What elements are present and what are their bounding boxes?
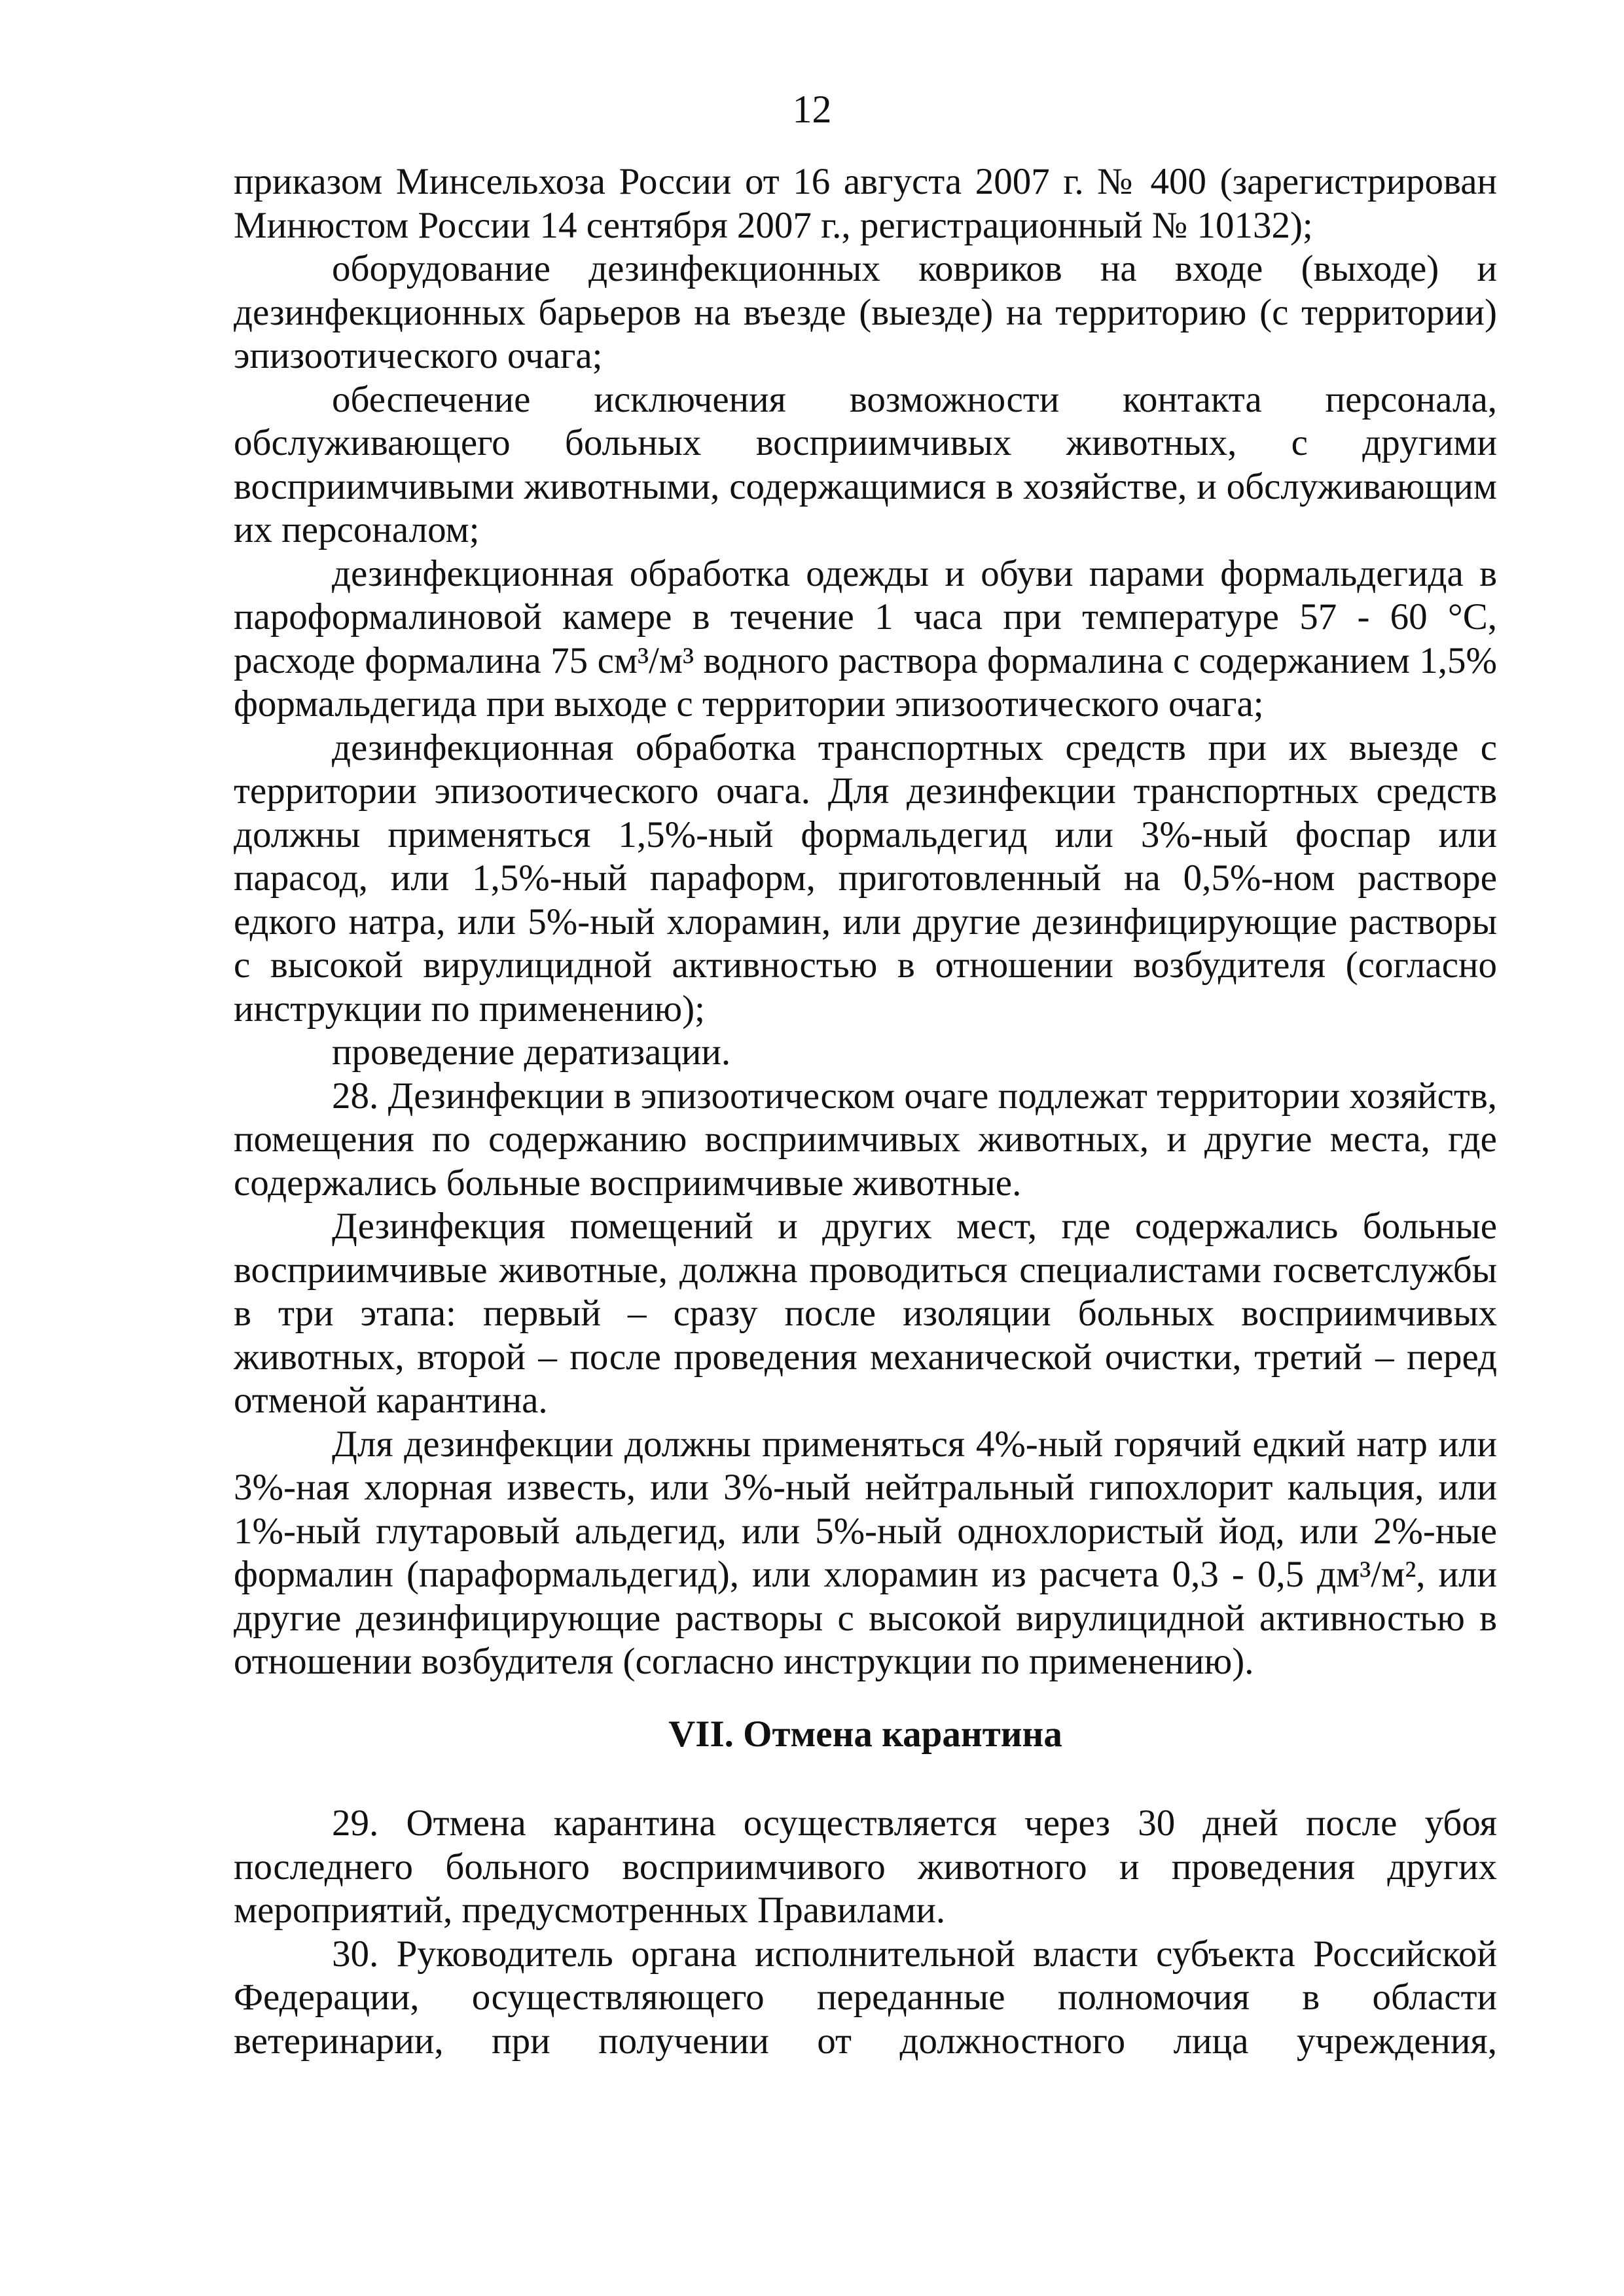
- document-body: [234, 160, 1497, 2063]
- page-number: 12: [792, 88, 832, 131]
- paragraph-disinfectants: Для дезинфекции должны применяться 4%-ный горячий едкий натр или 3%-ная хлорная известь, или 3%-ный нейтральный гипохлорит кальция, или 1%-ный глутаровый альдегид, или 5%-ный однохлористый йод, или 2%-ные формалин (параформальдегид), или хлорамин из расчета 0,3 - 0,5 дм³/м², или другие дезинфицирующие растворы с высокой вирулицидной активностью в отношении возбудителя (согласно инструкции по применению).: [234, 1423, 1497, 1682]
- paragraph-order-reference: приказом Минсельхоза России от 16 августа 2007 г. № 400 (зарегистрирован Минюстом России 14 сентября 2007 г., регистрационный № 10132);: [234, 161, 1497, 246]
- paragraph-item-29: 29. Отмена карантина осуществляется через 30 дней после убоя последнего больного восприимчивого животного и проведения других мероприятий, предусмотренных Правилами.: [234, 1803, 1497, 1931]
- paragraph-item-30: 30. Руководитель органа исполнительной власти субъекта Российской Федерации, осуществляющего переданные полномочия в области ветеринарии, при получении от должностного лица учреждения,: [234, 1933, 1497, 2062]
- paragraph-clothing-treatment: дезинфекционная обработка одежды и обуви парами формальдегида в пароформалиновой камере в течение 1 часа при температуре 57 - 60 °С, расходе формалина 75 см³/м³ водного раствора формалина с содержанием 1,5% формальдегида при выходе с территории эпизоотического очага;: [234, 552, 1497, 725]
- paragraph-deratization: проведение дератизации.: [332, 1031, 731, 1073]
- paragraph-item-28: 28. Дезинфекции в эпизоотическом очаге подлежат территории хозяйств, помещения по содержанию восприимчивых животных, и другие места, где содержались больные восприимчивые животные.: [234, 1075, 1497, 1204]
- section-heading: VII. Отмена карантина: [668, 1713, 1062, 1755]
- paragraph-personnel-contact: обеспечение исключения возможности контакта персонала, обслуживающего больных восприимчивых животных, с другими восприимчивыми животными, содержащимися в хозяйстве, и обслуживающим их персоналом;: [234, 378, 1497, 550]
- paragraph-disinfection-mats: оборудование дезинфекционных ковриков на входе (выходе) и дезинфекционных барьеров на въезде (выезде) на территорию (с территории) эпизоотического очага;: [234, 248, 1497, 376]
- paragraph-vehicle-treatment: дезинфекционная обработка транспортных средств при их выезде с территории эпизоотического очага. Для дезинфекции транспортных средств должны применяться 1,5%-ный формальдегид или 3%-ный фоспар или парасод, или 1,5%-ный параформ, приготовленный на 0,5%-ном растворе едкого натра, или 5%-ный хлорамин, или другие дезинфицирующие растворы с высокой вирулицидной активностью в отношении возбудителя (согласно инструкции по применению);: [234, 726, 1497, 1030]
- paragraph-disinfection-stages: Дезинфекция помещений и других мест, где содержались больные восприимчивые животные, должна проводиться специалистами госветслужбы в три этапа: первый – сразу после изоляции больных восприимчивых животных, второй – после проведения механической очистки, третий – перед отменой карантина.: [234, 1206, 1497, 1421]
